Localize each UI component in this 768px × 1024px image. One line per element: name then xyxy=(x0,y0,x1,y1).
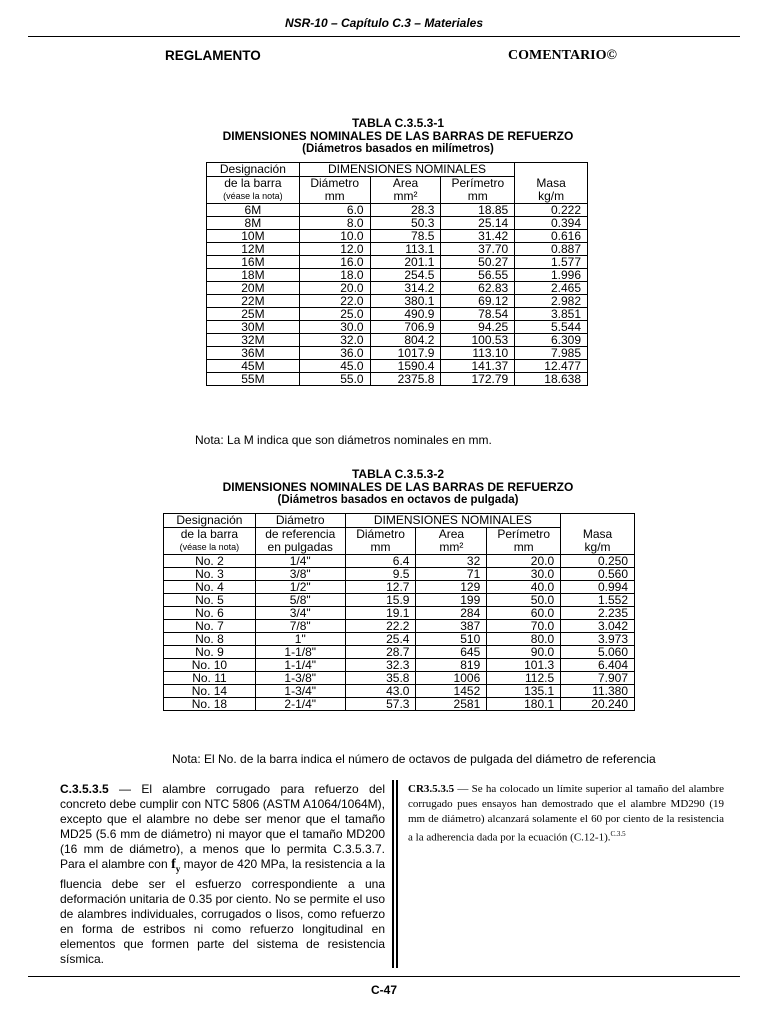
running-title: NSR-10 – Capítulo C.3 – Materiales xyxy=(284,16,484,30)
column-heading-comentario: COMENTARIO© xyxy=(508,48,617,63)
table2-note: Nota: El No. de la barra indica el número de octavos de pulgada del diámetro de referencia xyxy=(172,752,656,766)
table2-cell: 71 xyxy=(416,568,487,581)
table1-cell: 804.2 xyxy=(370,334,441,347)
table2-header-refdiam-2: de referencia xyxy=(265,527,336,541)
footer-rule xyxy=(28,976,740,977)
table1-header-area xyxy=(370,177,441,204)
table1-cell: 6.309 xyxy=(515,334,588,347)
table2-cell: 645 xyxy=(416,646,487,659)
table1-cell: 100.53 xyxy=(441,334,515,347)
table1-cell: 37.70 xyxy=(441,243,515,256)
table1-header-area-label: Area xyxy=(392,176,419,190)
table1-row xyxy=(207,243,588,256)
table2-cell: 30.0 xyxy=(487,568,561,581)
table1-heading: DIMENSIONES NOMINALES DE LAS BARRAS DE REFUERZO xyxy=(222,129,574,143)
table2-cell: 1-1/4" xyxy=(255,659,345,672)
table2-row xyxy=(164,594,635,607)
table2-cell: No. 18 xyxy=(164,698,256,711)
table1-cell: 32M xyxy=(207,334,300,347)
table2-cell: No. 10 xyxy=(164,659,256,672)
table1-cell: 490.9 xyxy=(370,308,441,321)
table1-header-designation: Designación xyxy=(207,163,300,177)
table2-cell: 40.0 xyxy=(487,581,561,594)
table1-header-diameter xyxy=(299,177,370,204)
table2-cell: 90.0 xyxy=(487,646,561,659)
table1-cell: 2.465 xyxy=(515,282,588,295)
table2-cell: 6.4 xyxy=(345,555,416,568)
table1-title: TABLA C.3.5.3-1 xyxy=(351,116,444,130)
table1-cell: 1590.4 xyxy=(370,360,441,373)
table1-row xyxy=(207,373,588,386)
table1-cell: 12.477 xyxy=(515,360,588,373)
table2-cell: 1006 xyxy=(416,672,487,685)
table1-row xyxy=(207,347,588,360)
table1-row xyxy=(207,360,588,373)
table2-cell: 0.250 xyxy=(561,555,635,568)
table1-cell: 20M xyxy=(207,282,300,295)
table2-cell: No. 11 xyxy=(164,672,256,685)
table2-header-diameter xyxy=(345,528,416,555)
table2-cell: 199 xyxy=(416,594,487,607)
table1-row xyxy=(207,334,588,347)
table2-title-block xyxy=(0,468,768,507)
table1-header-group: DIMENSIONES NOMINALES xyxy=(299,163,514,177)
table1-cell: 30.0 xyxy=(299,321,370,334)
table1-cell: 55M xyxy=(207,373,300,386)
table1-cell: 6M xyxy=(207,204,300,217)
table1-cell: 6.0 xyxy=(299,204,370,217)
table2-header-group: DIMENSIONES NOMINALES xyxy=(345,514,561,528)
table2-header-designation-3: (véase la nota) xyxy=(179,542,240,552)
table1-cell: 10M xyxy=(207,230,300,243)
column-heading-reglamento: REGLAMENTO xyxy=(165,48,261,63)
table1-cell: 32.0 xyxy=(299,334,370,347)
table2-subheading: (Diámetros basados en octavos de pulgada) xyxy=(277,494,519,506)
reglamento-section-number: C.3.5.3.5 xyxy=(60,782,109,796)
table1-cell: 25M xyxy=(207,308,300,321)
table2-cell: 1452 xyxy=(416,685,487,698)
table1-cell: 8.0 xyxy=(299,217,370,230)
table1-cell: 18M xyxy=(207,269,300,282)
table2-cell: 25.4 xyxy=(345,633,416,646)
fy-symbol xyxy=(171,857,180,872)
table2-cell: 20.0 xyxy=(487,555,561,568)
reglamento-paragraph xyxy=(60,782,385,967)
table1-cell: 5.544 xyxy=(515,321,588,334)
table1-cell: 706.9 xyxy=(370,321,441,334)
comentario-paragraph xyxy=(408,782,724,846)
table2-cell: 35.8 xyxy=(345,672,416,685)
table2-cell: No. 5 xyxy=(164,594,256,607)
table1-header-diameter-label: Diámetro xyxy=(310,176,360,190)
table2-cell: 60.0 xyxy=(487,607,561,620)
table2-cell: 70.0 xyxy=(487,620,561,633)
reglamento-text-b: mayor de 420 MPa, la resistencia a la fluencia debe ser el esfuerzo correspondiente a una deformación unitaria de 0.35 por ciento. No se permite el uso de alambres individuales, corrugados o lisos, como refuerzo en forma de estribos ni como refuerzo longitudinal en elementos que formen parte del sistema de resistencia sísmica. xyxy=(60,857,385,966)
table1-cell: 45.0 xyxy=(299,360,370,373)
table2 xyxy=(163,513,635,711)
table1-header-mass-unit: kg/m xyxy=(538,189,565,203)
table1-cell: 201.1 xyxy=(370,256,441,269)
table1-cell: 94.25 xyxy=(441,321,515,334)
table2-cell: 1/4" xyxy=(255,555,345,568)
table2-row xyxy=(164,685,635,698)
table2-header-designation-2: de la barra xyxy=(180,527,239,541)
table1-cell: 25.14 xyxy=(441,217,515,230)
table1-cell: 172.79 xyxy=(441,373,515,386)
table2-header-refdiam-cont xyxy=(255,528,345,555)
table2-header-area-unit: mm² xyxy=(439,540,464,554)
table1-cell: 380.1 xyxy=(370,295,441,308)
table2-header-designation: Designación xyxy=(164,514,256,528)
table2-cell: No. 14 xyxy=(164,685,256,698)
table2-header-mass-label: Masa xyxy=(582,527,613,541)
comentario-section-number: CR3.5.3.5 xyxy=(408,783,455,795)
table2-cell: 3/8" xyxy=(255,568,345,581)
table2-title: TABLA C.3.5.3-2 xyxy=(351,467,444,481)
table2-cell: No. 2 xyxy=(164,555,256,568)
table1-cell: 254.5 xyxy=(370,269,441,282)
table1-cell: 30M xyxy=(207,321,300,334)
table2-cell: 15.9 xyxy=(345,594,416,607)
table1 xyxy=(206,162,588,386)
table2-header-refdiam: Diámetro xyxy=(255,514,345,528)
table1-cell: 12.0 xyxy=(299,243,370,256)
table2-header-area xyxy=(416,528,487,555)
table2-header-mass-unit: kg/m xyxy=(584,540,611,554)
table2-cell: 2.235 xyxy=(561,607,635,620)
table1-header-designation-cont xyxy=(207,177,300,204)
table2-cell: 1-3/8" xyxy=(255,672,345,685)
table2-row xyxy=(164,555,635,568)
table2-cell: 180.1 xyxy=(487,698,561,711)
table1-cell: 113.1 xyxy=(370,243,441,256)
table2-cell: 32 xyxy=(416,555,487,568)
table2-cell: 9.5 xyxy=(345,568,416,581)
table2-header-diameter-unit: mm xyxy=(370,540,391,554)
table2-cell: 5/8" xyxy=(255,594,345,607)
table1-cell: 0.887 xyxy=(515,243,588,256)
table1-cell: 22.0 xyxy=(299,295,370,308)
table1-cell: 8M xyxy=(207,217,300,230)
table1-cell: 0.616 xyxy=(515,230,588,243)
table1-cell: 20.0 xyxy=(299,282,370,295)
table1-cell: 2.982 xyxy=(515,295,588,308)
table1-row xyxy=(207,204,588,217)
table2-cell: No. 6 xyxy=(164,607,256,620)
table2-header-perimeter-unit: mm xyxy=(513,540,534,554)
table1-cell: 314.2 xyxy=(370,282,441,295)
table2-header-area-label: Area xyxy=(438,527,465,541)
table1-cell: 10.0 xyxy=(299,230,370,243)
table1-cell: 28.3 xyxy=(370,204,441,217)
table2-cell: 135.1 xyxy=(487,685,561,698)
table2-row xyxy=(164,659,635,672)
table1-row xyxy=(207,282,588,295)
table2-cell: 1-1/8" xyxy=(255,646,345,659)
table2-cell: 2-1/4" xyxy=(255,698,345,711)
table2-cell: 819 xyxy=(416,659,487,672)
table2-row xyxy=(164,646,635,659)
table1-cell: 3.851 xyxy=(515,308,588,321)
table2-cell: 22.2 xyxy=(345,620,416,633)
table2-cell: 510 xyxy=(416,633,487,646)
table1-cell: 45M xyxy=(207,360,300,373)
table1-cell: 50.3 xyxy=(370,217,441,230)
table2-row xyxy=(164,607,635,620)
table2-heading: DIMENSIONES NOMINALES DE LAS BARRAS DE REFUERZO xyxy=(222,480,574,494)
comentario-reference: C.3.5 xyxy=(610,830,626,838)
table2-cell: 20.240 xyxy=(561,698,635,711)
header-rule xyxy=(28,36,740,37)
table1-header-mass-label: Masa xyxy=(536,176,566,190)
table2-cell: 112.5 xyxy=(487,672,561,685)
table2-cell: 1" xyxy=(255,633,345,646)
table2-row xyxy=(164,620,635,633)
table2-cell: No. 9 xyxy=(164,646,256,659)
table2-cell: 19.1 xyxy=(345,607,416,620)
table1-cell: 55.0 xyxy=(299,373,370,386)
table1-row xyxy=(207,269,588,282)
table2-cell: 80.0 xyxy=(487,633,561,646)
table1-row xyxy=(207,217,588,230)
table2-header-diameter-label: Diámetro xyxy=(356,527,405,541)
table1-row xyxy=(207,256,588,269)
table2-row xyxy=(164,568,635,581)
table2-header-perimeter-label: Perímetro xyxy=(497,527,551,541)
table1-cell: 56.55 xyxy=(441,269,515,282)
table2-header-designation-cont xyxy=(164,528,256,555)
table1-cell: 36M xyxy=(207,347,300,360)
table2-cell: 32.3 xyxy=(345,659,416,672)
table2-cell: No. 8 xyxy=(164,633,256,646)
table1-cell: 69.12 xyxy=(441,295,515,308)
table1-cell: 78.5 xyxy=(370,230,441,243)
table2-row xyxy=(164,581,635,594)
table1-note: Nota: La M indica que son diámetros nominales en mm. xyxy=(195,433,492,447)
table1-title-block xyxy=(0,117,768,156)
table2-cell: 1-3/4" xyxy=(255,685,345,698)
table1-cell: 1.996 xyxy=(515,269,588,282)
table1-header-area-unit: mm² xyxy=(393,189,418,203)
table2-cell: 7.907 xyxy=(561,672,635,685)
table2-header-mass xyxy=(561,514,635,555)
table1-header-designation-3: (véase la nota) xyxy=(223,191,283,201)
table1-cell: 50.27 xyxy=(441,256,515,269)
table1-row xyxy=(207,308,588,321)
table2-cell: 1.552 xyxy=(561,594,635,607)
column-divider-right xyxy=(396,780,398,968)
table2-cell: 50.0 xyxy=(487,594,561,607)
table1-header-perimeter-label: Perímetro xyxy=(451,176,505,190)
table2-cell: No. 7 xyxy=(164,620,256,633)
table1-row xyxy=(207,321,588,334)
fy-symbol-f: f xyxy=(171,857,176,872)
table2-cell: 57.3 xyxy=(345,698,416,711)
table2-cell: 3/4" xyxy=(255,607,345,620)
table2-cell: 11.380 xyxy=(561,685,635,698)
table1-cell: 78.54 xyxy=(441,308,515,321)
fy-symbol-sub: y xyxy=(175,863,181,874)
table1-cell: 12M xyxy=(207,243,300,256)
table1-cell: 0.394 xyxy=(515,217,588,230)
table2-cell: 6.404 xyxy=(561,659,635,672)
table1-cell: 22M xyxy=(207,295,300,308)
table1-header-designation-2: de la barra xyxy=(224,176,282,190)
table2-cell: 0.994 xyxy=(561,581,635,594)
table2-cell: 387 xyxy=(416,620,487,633)
table1-cell: 31.42 xyxy=(441,230,515,243)
table1-header-perimeter-unit: mm xyxy=(467,189,488,203)
table1-cell: 36.0 xyxy=(299,347,370,360)
table2-cell: No. 4 xyxy=(164,581,256,594)
table2-cell: 2581 xyxy=(416,698,487,711)
table1-header-perimeter xyxy=(441,177,515,204)
table1-cell: 62.83 xyxy=(441,282,515,295)
table1-subheading: (Diámetros basados en milímetros) xyxy=(302,143,494,155)
table1-header-diameter-unit: mm xyxy=(324,189,345,203)
table2-row xyxy=(164,633,635,646)
table1-cell: 18.638 xyxy=(515,373,588,386)
page-number: C-47 xyxy=(370,983,397,997)
table2-cell: 129 xyxy=(416,581,487,594)
table2-cell: 284 xyxy=(416,607,487,620)
column-divider-left xyxy=(392,780,394,968)
table2-cell: 3.973 xyxy=(561,633,635,646)
table2-cell: 101.3 xyxy=(487,659,561,672)
table1-cell: 18.85 xyxy=(441,204,515,217)
table2-cell: 0.560 xyxy=(561,568,635,581)
table2-cell: 5.060 xyxy=(561,646,635,659)
table1-cell: 7.985 xyxy=(515,347,588,360)
table1-cell: 18.0 xyxy=(299,269,370,282)
table2-cell: 28.7 xyxy=(345,646,416,659)
table2-cell: 7/8" xyxy=(255,620,345,633)
table2-cell: 1/2" xyxy=(255,581,345,594)
table2-header-perimeter xyxy=(487,528,561,555)
table1-cell: 141.37 xyxy=(441,360,515,373)
table2-cell: 43.0 xyxy=(345,685,416,698)
table2-cell: No. 3 xyxy=(164,568,256,581)
table2-cell: 3.042 xyxy=(561,620,635,633)
comentario-text: — Se ha colocado un límite superior al tamaño del alambre corrugado pues ensayos han demostrado que el alambre MD290 (19 mm de diámetro) alcanzará solamente el 60 por ciento de la resistencia a la adherencia dada por la ecuación (C.12-1). xyxy=(408,783,724,844)
table2-cell: 12.7 xyxy=(345,581,416,594)
table1-cell: 1017.9 xyxy=(370,347,441,360)
table1-cell: 0.222 xyxy=(515,204,588,217)
table2-header-refdiam-3: en pulgadas xyxy=(267,540,333,554)
table2-row xyxy=(164,672,635,685)
table1-cell: 25.0 xyxy=(299,308,370,321)
table1-cell: 113.10 xyxy=(441,347,515,360)
table2-row xyxy=(164,698,635,711)
reglamento-text-a: — El alambre corrugado para refuerzo del concreto debe cumplir con NTC 5806 (ASTM A1064/1064M), excepto que el alambre no debe ser menor que el tamaño MD25 (5.6 mm de diámetro) ni mayor que el tamaño MD200 (16 mm de diámetro), a menos que lo permita C.3.5.3.7. Para el alambre con xyxy=(60,782,385,871)
table1-header-mass xyxy=(515,163,588,204)
table1-cell: 16.0 xyxy=(299,256,370,269)
table1-row xyxy=(207,295,588,308)
table1-cell: 16M xyxy=(207,256,300,269)
table1-row xyxy=(207,230,588,243)
table1-cell: 1.577 xyxy=(515,256,588,269)
table1-cell: 2375.8 xyxy=(370,373,441,386)
